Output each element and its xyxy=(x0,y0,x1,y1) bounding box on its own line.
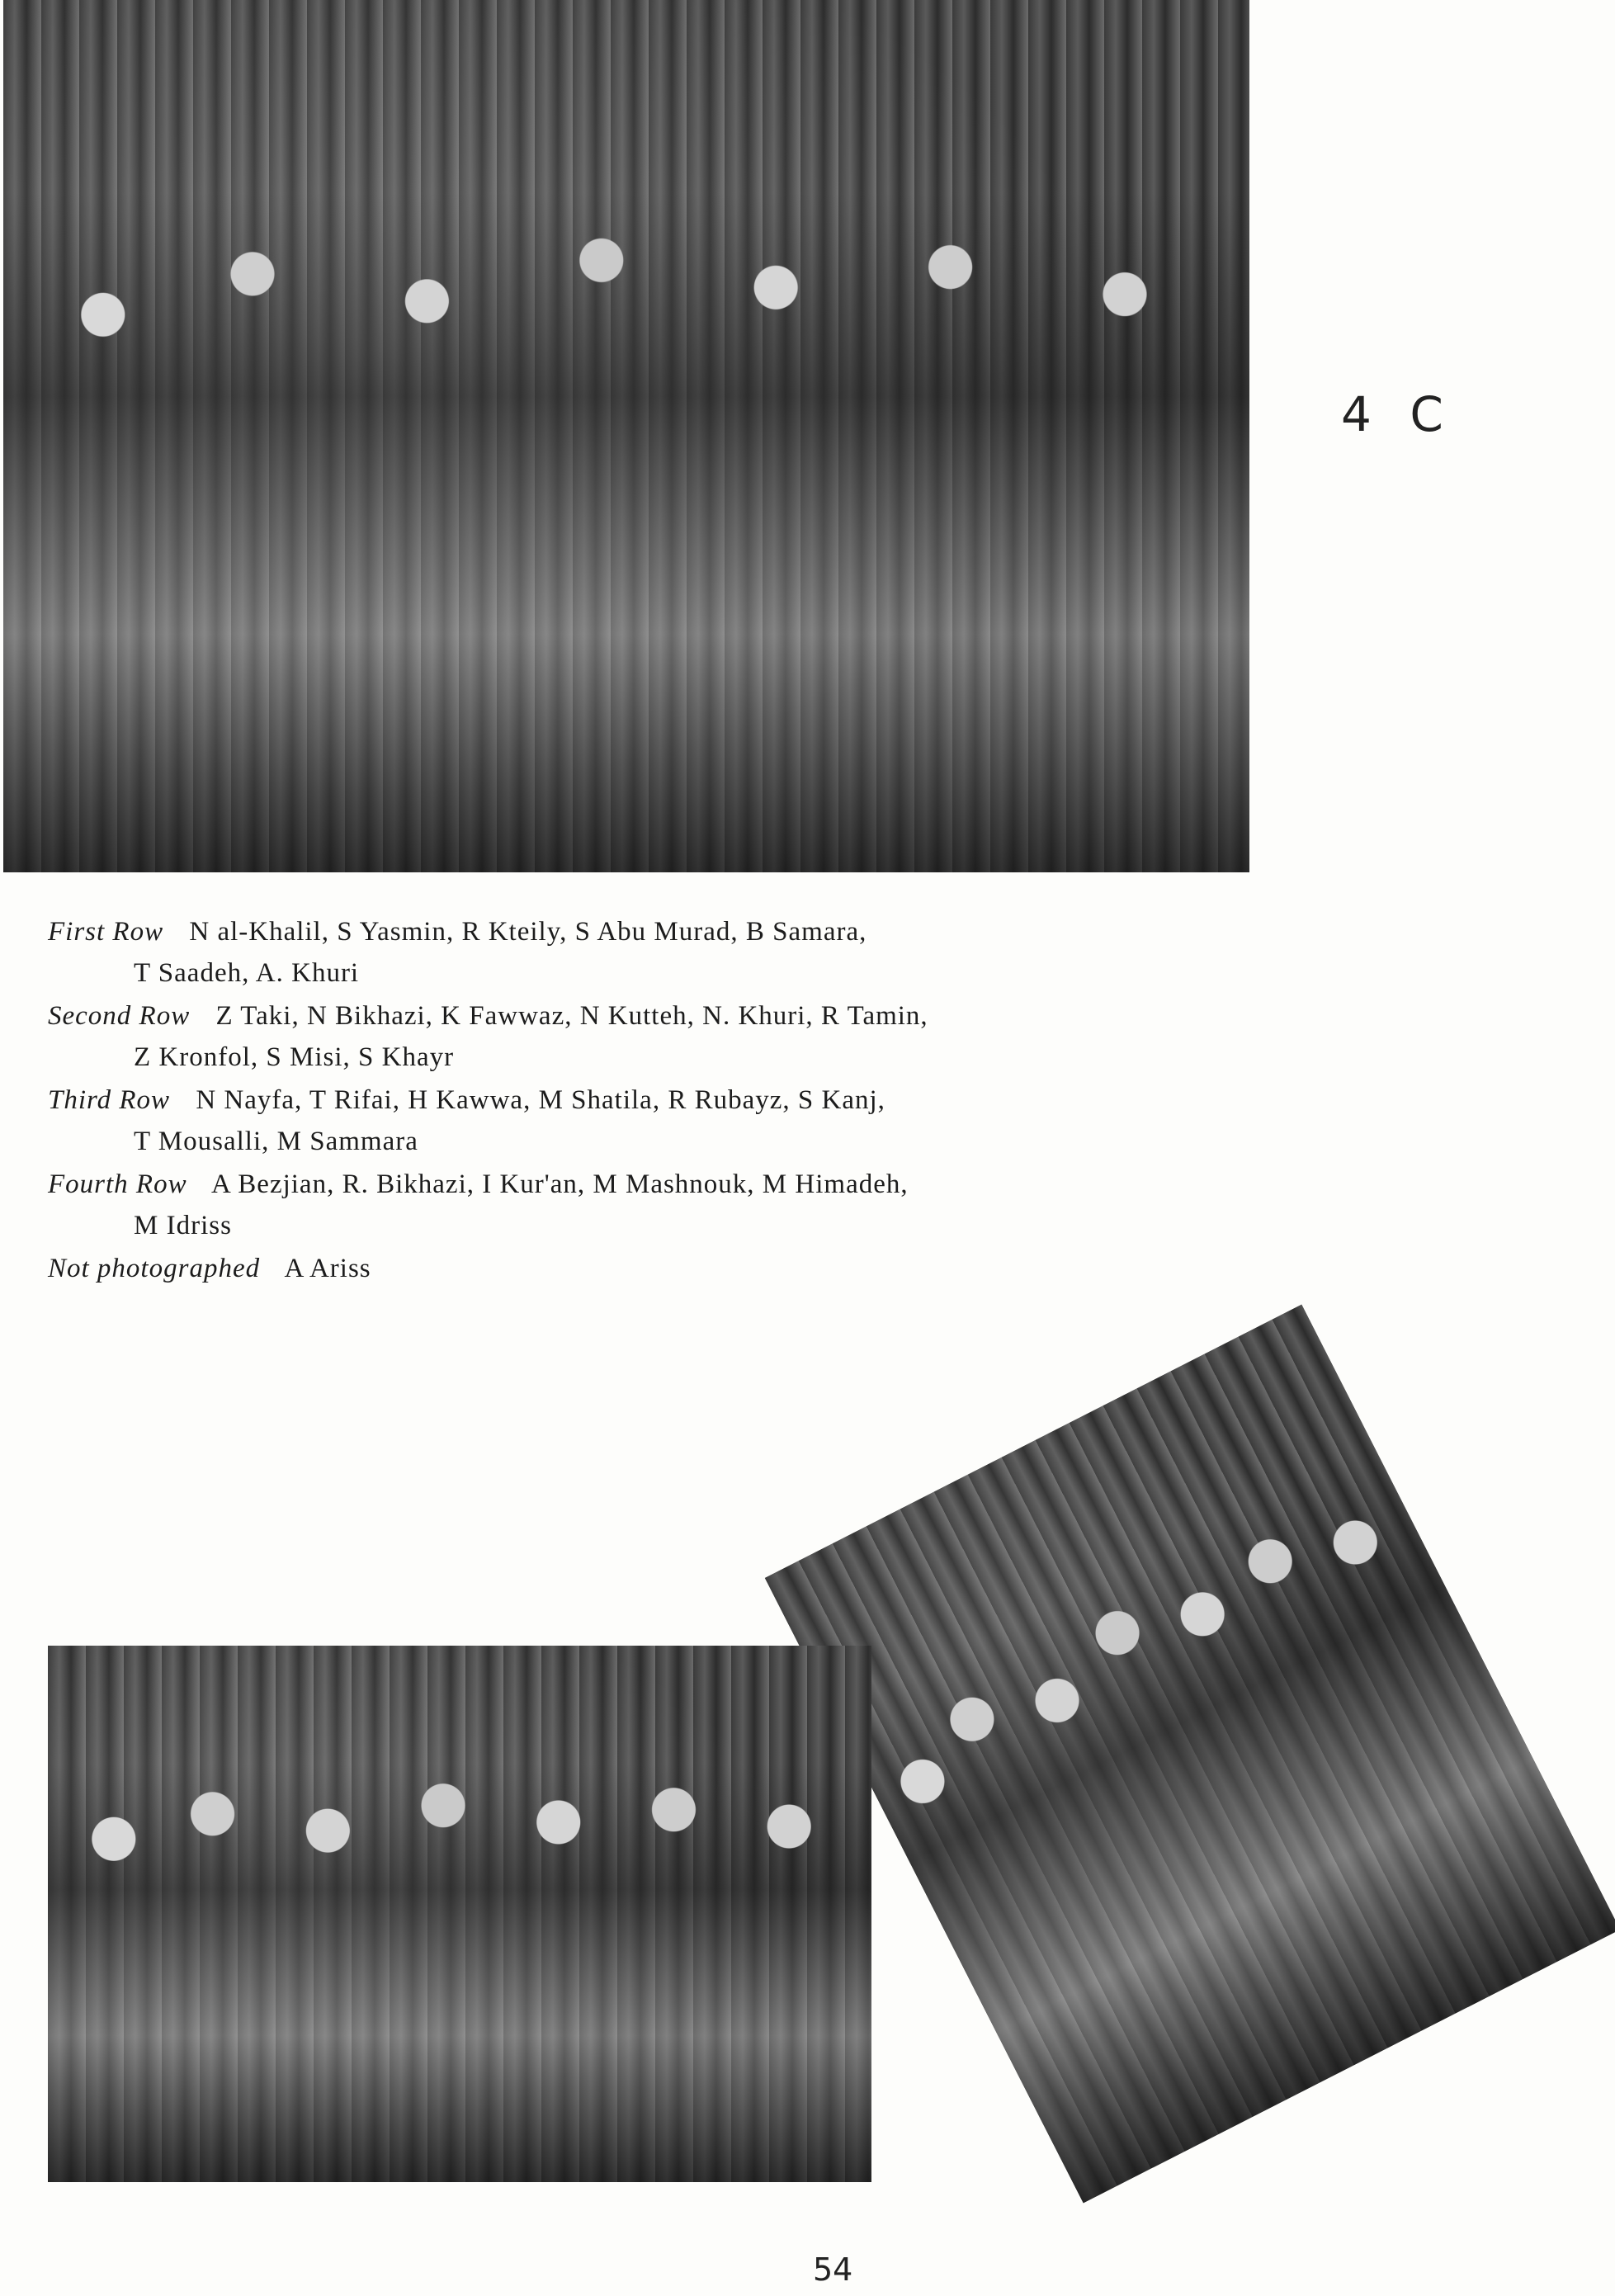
candid-photo-tilted xyxy=(765,1305,1615,2204)
section-label: 4 C xyxy=(1341,386,1455,442)
photo-caption xyxy=(48,911,1244,1291)
caption-row xyxy=(48,1079,1244,1162)
row-label: First Row xyxy=(48,917,164,947)
page-number: 54 xyxy=(813,2251,853,2288)
photo-figures xyxy=(48,1764,871,2182)
caption-row xyxy=(48,1164,1244,1246)
row-names: Z Taki, N Bikhazi, K Fawwaz, N Kutteh, N. Khuri, R Tamin, xyxy=(215,1001,928,1031)
row-names: A Ariss xyxy=(284,1254,371,1283)
class-group-photo xyxy=(3,0,1249,872)
row-label: Third Row xyxy=(48,1085,171,1115)
row-names-continued: T Mousalli, M Sammara xyxy=(134,1127,418,1156)
row-label: Fourth Row xyxy=(48,1169,187,1199)
photo-figures xyxy=(3,192,1249,872)
row-label: Not photographed xyxy=(48,1254,261,1283)
caption-row xyxy=(48,995,1244,1078)
photo-figures xyxy=(835,1442,1615,2203)
not-photographed-row xyxy=(48,1248,1244,1289)
caption-row xyxy=(48,911,1244,994)
row-names: A Bezjian, R. Bikhazi, I Kur'an, M Mashnouk, M Himadeh, xyxy=(211,1169,909,1199)
row-names-continued: Z Kronfol, S Misi, S Khayr xyxy=(134,1042,455,1072)
row-names: N al-Khalil, S Yasmin, R Kteily, S Abu Murad, B Samara, xyxy=(189,917,867,947)
row-label: Second Row xyxy=(48,1001,191,1031)
row-names-continued: T Saadeh, A. Khuri xyxy=(134,958,360,988)
row-names-continued: M Idriss xyxy=(134,1211,232,1240)
row-names: N Nayfa, T Rifai, H Kawwa, M Shatila, R Rubayz, S Kanj, xyxy=(196,1085,885,1115)
candid-photo-group xyxy=(48,1646,871,2182)
